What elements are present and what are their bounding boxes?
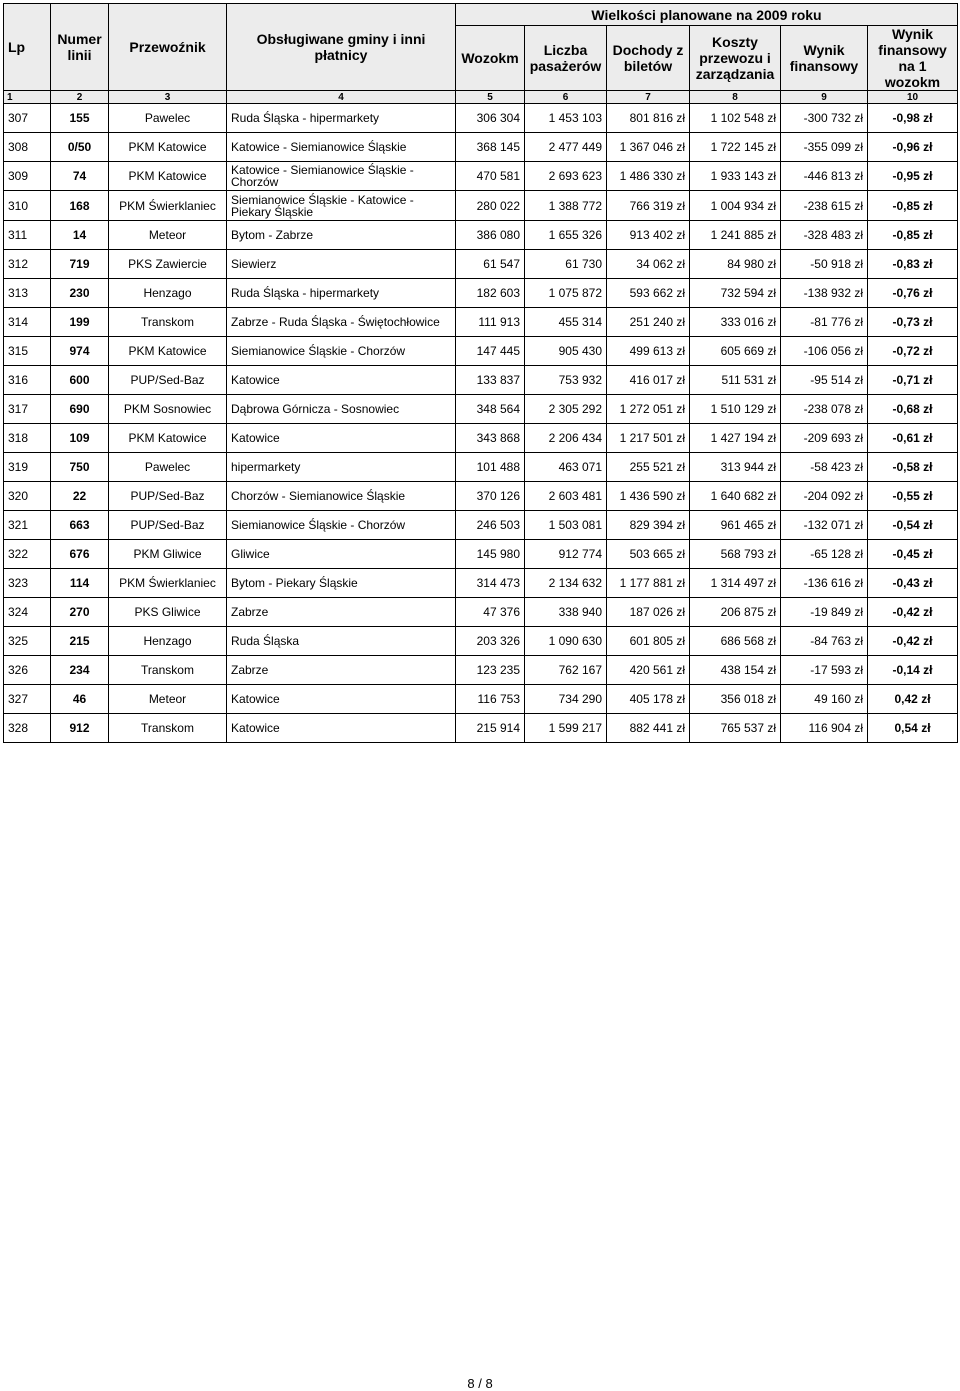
row-line-number: 0/50 bbox=[51, 133, 109, 162]
row-result: -446 813 zł bbox=[781, 162, 868, 191]
row-lp: 321 bbox=[4, 511, 51, 540]
row-income: 416 017 zł bbox=[607, 366, 690, 395]
row-line-number: 270 bbox=[51, 598, 109, 627]
row-wozokm: 215 914 bbox=[456, 714, 525, 743]
row-wozokm: 470 581 bbox=[456, 162, 525, 191]
row-result: -81 776 zł bbox=[781, 308, 868, 337]
row-passengers: 1 453 103 bbox=[525, 104, 607, 133]
row-carrier: PUP/Sed-Baz bbox=[109, 366, 227, 395]
row-passengers: 753 932 bbox=[525, 366, 607, 395]
row-carrier: PUP/Sed-Baz bbox=[109, 511, 227, 540]
row-income: 1 272 051 zł bbox=[607, 395, 690, 424]
row-lp: 310 bbox=[4, 191, 51, 221]
row-result: -204 092 zł bbox=[781, 482, 868, 511]
row-wozokm: 386 080 bbox=[456, 221, 525, 250]
header-result-per-km: Wynik finansowy na 1 wozokm bbox=[868, 26, 958, 91]
row-lp: 320 bbox=[4, 482, 51, 511]
row-passengers: 1 075 872 bbox=[525, 279, 607, 308]
row-result: -300 732 zł bbox=[781, 104, 868, 133]
row-wozokm: 116 753 bbox=[456, 685, 525, 714]
row-lp: 326 bbox=[4, 656, 51, 685]
column-number: 8 bbox=[690, 91, 781, 104]
row-municipalities: Dąbrowa Górnicza - Sosnowiec bbox=[227, 395, 456, 424]
row-result-per-km: -0,96 zł bbox=[868, 133, 958, 162]
header-lp: Lp bbox=[4, 4, 51, 91]
row-wozokm: 61 547 bbox=[456, 250, 525, 279]
row-passengers: 912 774 bbox=[525, 540, 607, 569]
row-lp: 324 bbox=[4, 598, 51, 627]
row-costs: 765 537 zł bbox=[690, 714, 781, 743]
row-lp: 312 bbox=[4, 250, 51, 279]
row-result-per-km: -0,45 zł bbox=[868, 540, 958, 569]
row-result-per-km: -0,55 zł bbox=[868, 482, 958, 511]
row-income: 593 662 zł bbox=[607, 279, 690, 308]
row-costs: 206 875 zł bbox=[690, 598, 781, 627]
row-carrier: Pawelec bbox=[109, 104, 227, 133]
row-income: 499 613 zł bbox=[607, 337, 690, 366]
row-line-number: 199 bbox=[51, 308, 109, 337]
row-municipalities: Zabrze bbox=[227, 598, 456, 627]
column-number: 5 bbox=[456, 91, 525, 104]
column-number: 10 bbox=[868, 91, 958, 104]
table-row bbox=[4, 366, 958, 395]
table-row bbox=[4, 395, 958, 424]
row-wozokm: 182 603 bbox=[456, 279, 525, 308]
row-result: -238 615 zł bbox=[781, 191, 868, 221]
row-costs: 1 427 194 zł bbox=[690, 424, 781, 453]
row-passengers: 905 430 bbox=[525, 337, 607, 366]
table-row bbox=[4, 424, 958, 453]
row-result-per-km: 0,42 zł bbox=[868, 685, 958, 714]
row-municipalities: Ruda Śląska - hipermarkety bbox=[227, 104, 456, 133]
column-number: 6 bbox=[525, 91, 607, 104]
row-carrier: Pawelec bbox=[109, 453, 227, 482]
row-income: 420 561 zł bbox=[607, 656, 690, 685]
row-costs: 1 933 143 zł bbox=[690, 162, 781, 191]
row-wozokm: 246 503 bbox=[456, 511, 525, 540]
row-passengers: 2 477 449 bbox=[525, 133, 607, 162]
table-body bbox=[4, 104, 958, 743]
row-income: 1 436 590 zł bbox=[607, 482, 690, 511]
row-costs: 686 568 zł bbox=[690, 627, 781, 656]
row-result: -50 918 zł bbox=[781, 250, 868, 279]
row-result-per-km: -0,71 zł bbox=[868, 366, 958, 395]
row-line-number: 215 bbox=[51, 627, 109, 656]
page-separator: / bbox=[478, 1376, 482, 1391]
row-result: -132 071 zł bbox=[781, 511, 868, 540]
row-costs: 732 594 zł bbox=[690, 279, 781, 308]
table-row bbox=[4, 714, 958, 743]
row-result-per-km: -0,61 zł bbox=[868, 424, 958, 453]
table-row bbox=[4, 511, 958, 540]
row-result-per-km: -0,43 zł bbox=[868, 569, 958, 598]
header-income: Dochody z biletów bbox=[607, 26, 690, 91]
row-line-number: 46 bbox=[51, 685, 109, 714]
row-municipalities: Siemianowice Śląskie - Chorzów bbox=[227, 511, 456, 540]
row-result-per-km: -0,76 zł bbox=[868, 279, 958, 308]
row-municipalities: hipermarkety bbox=[227, 453, 456, 482]
row-carrier: Transkom bbox=[109, 714, 227, 743]
row-income: 1 367 046 zł bbox=[607, 133, 690, 162]
row-lp: 319 bbox=[4, 453, 51, 482]
row-carrier: PKM Gliwice bbox=[109, 540, 227, 569]
row-result-per-km: -0,85 zł bbox=[868, 221, 958, 250]
row-result-per-km: -0,73 zł bbox=[868, 308, 958, 337]
row-income: 251 240 zł bbox=[607, 308, 690, 337]
row-result: -136 616 zł bbox=[781, 569, 868, 598]
row-wozokm: 368 145 bbox=[456, 133, 525, 162]
row-income: 1 177 881 zł bbox=[607, 569, 690, 598]
row-costs: 961 465 zł bbox=[690, 511, 781, 540]
table-row bbox=[4, 656, 958, 685]
header-passengers: Liczba pasażerów bbox=[525, 26, 607, 91]
table-row bbox=[4, 569, 958, 598]
row-wozokm: 203 326 bbox=[456, 627, 525, 656]
row-income: 187 026 zł bbox=[607, 598, 690, 627]
row-municipalities: Katowice bbox=[227, 424, 456, 453]
table-row bbox=[4, 133, 958, 162]
row-lp: 323 bbox=[4, 569, 51, 598]
page-total: 8 bbox=[485, 1376, 493, 1391]
row-costs: 313 944 zł bbox=[690, 453, 781, 482]
row-income: 766 319 zł bbox=[607, 191, 690, 221]
row-costs: 438 154 zł bbox=[690, 656, 781, 685]
row-municipalities: Zabrze - Ruda Śląska - Świętochłowice bbox=[227, 308, 456, 337]
row-carrier: Meteor bbox=[109, 685, 227, 714]
row-income: 255 521 zł bbox=[607, 453, 690, 482]
table-row bbox=[4, 337, 958, 366]
row-wozokm: 101 488 bbox=[456, 453, 525, 482]
row-carrier: PUP/Sed-Baz bbox=[109, 482, 227, 511]
row-lp: 322 bbox=[4, 540, 51, 569]
table-row bbox=[4, 162, 958, 191]
row-municipalities: Siewierz bbox=[227, 250, 456, 279]
header-municipalities: Obsługiwane gminy i inni płatnicy bbox=[227, 4, 456, 91]
table-row bbox=[4, 453, 958, 482]
row-municipalities: Katowice bbox=[227, 366, 456, 395]
table-row bbox=[4, 540, 958, 569]
row-wozokm: 111 913 bbox=[456, 308, 525, 337]
row-result: 116 904 zł bbox=[781, 714, 868, 743]
row-result-per-km: 0,54 zł bbox=[868, 714, 958, 743]
row-carrier: Henzago bbox=[109, 279, 227, 308]
row-costs: 333 016 zł bbox=[690, 308, 781, 337]
row-line-number: 155 bbox=[51, 104, 109, 133]
row-municipalities: Chorzów - Siemianowice Śląskie bbox=[227, 482, 456, 511]
row-costs: 568 793 zł bbox=[690, 540, 781, 569]
row-line-number: 719 bbox=[51, 250, 109, 279]
row-result-per-km: -0,72 zł bbox=[868, 337, 958, 366]
row-costs: 1 314 497 zł bbox=[690, 569, 781, 598]
row-passengers: 1 599 217 bbox=[525, 714, 607, 743]
row-passengers: 338 940 bbox=[525, 598, 607, 627]
page-current: 8 bbox=[467, 1376, 475, 1391]
header-costs: Koszty przewozu i zarządzania bbox=[690, 26, 781, 91]
lines-financial-table bbox=[3, 3, 958, 743]
table-row bbox=[4, 308, 958, 337]
row-passengers: 1 503 081 bbox=[525, 511, 607, 540]
header-result: Wynik finansowy bbox=[781, 26, 868, 91]
row-line-number: 974 bbox=[51, 337, 109, 366]
row-carrier: PKS Gliwice bbox=[109, 598, 227, 627]
row-carrier: PKS Zawiercie bbox=[109, 250, 227, 279]
row-result: -328 483 zł bbox=[781, 221, 868, 250]
row-result: -19 849 zł bbox=[781, 598, 868, 627]
column-number: 3 bbox=[109, 91, 227, 104]
row-income: 801 816 zł bbox=[607, 104, 690, 133]
row-lp: 311 bbox=[4, 221, 51, 250]
row-result: -106 056 zł bbox=[781, 337, 868, 366]
row-lp: 317 bbox=[4, 395, 51, 424]
row-result: -84 763 zł bbox=[781, 627, 868, 656]
row-income: 1 217 501 zł bbox=[607, 424, 690, 453]
row-result: -355 099 zł bbox=[781, 133, 868, 162]
row-result-per-km: -0,42 zł bbox=[868, 598, 958, 627]
row-wozokm: 348 564 bbox=[456, 395, 525, 424]
row-line-number: 74 bbox=[51, 162, 109, 191]
row-lp: 316 bbox=[4, 366, 51, 395]
row-passengers: 2 305 292 bbox=[525, 395, 607, 424]
header-line-number: Numer linii bbox=[51, 4, 109, 91]
row-line-number: 22 bbox=[51, 482, 109, 511]
row-lp: 315 bbox=[4, 337, 51, 366]
table-header bbox=[4, 4, 958, 104]
row-costs: 1 241 885 zł bbox=[690, 221, 781, 250]
row-municipalities: Katowice - Siemianowice Śląskie - Chorzów bbox=[227, 162, 456, 191]
row-income: 913 402 zł bbox=[607, 221, 690, 250]
row-municipalities: Bytom - Piekary Śląskie bbox=[227, 569, 456, 598]
row-municipalities: Katowice bbox=[227, 685, 456, 714]
row-income: 503 665 zł bbox=[607, 540, 690, 569]
row-wozokm: 370 126 bbox=[456, 482, 525, 511]
column-number: 9 bbox=[781, 91, 868, 104]
row-costs: 1 004 934 zł bbox=[690, 191, 781, 221]
row-result: -95 514 zł bbox=[781, 366, 868, 395]
row-result: -209 693 zł bbox=[781, 424, 868, 453]
row-line-number: 230 bbox=[51, 279, 109, 308]
row-passengers: 762 167 bbox=[525, 656, 607, 685]
row-lp: 307 bbox=[4, 104, 51, 133]
row-carrier: PKM Katowice bbox=[109, 337, 227, 366]
row-passengers: 734 290 bbox=[525, 685, 607, 714]
row-line-number: 168 bbox=[51, 191, 109, 221]
table-row bbox=[4, 482, 958, 511]
row-income: 829 394 zł bbox=[607, 511, 690, 540]
row-wozokm: 314 473 bbox=[456, 569, 525, 598]
row-wozokm: 123 235 bbox=[456, 656, 525, 685]
row-lp: 327 bbox=[4, 685, 51, 714]
row-line-number: 912 bbox=[51, 714, 109, 743]
row-result: 49 160 zł bbox=[781, 685, 868, 714]
row-wozokm: 280 022 bbox=[456, 191, 525, 221]
table-row bbox=[4, 627, 958, 656]
row-wozokm: 343 868 bbox=[456, 424, 525, 453]
table-row bbox=[4, 191, 958, 221]
table-row bbox=[4, 685, 958, 714]
row-municipalities: Siemianowice Śląskie - Katowice - Piekary Śląskie bbox=[227, 191, 456, 221]
row-carrier: PKM Świerklaniec bbox=[109, 569, 227, 598]
row-lp: 318 bbox=[4, 424, 51, 453]
row-result-per-km: -0,85 zł bbox=[868, 191, 958, 221]
row-wozokm: 147 445 bbox=[456, 337, 525, 366]
row-carrier: Transkom bbox=[109, 308, 227, 337]
row-municipalities: Zabrze bbox=[227, 656, 456, 685]
row-line-number: 234 bbox=[51, 656, 109, 685]
row-municipalities: Ruda Śląska bbox=[227, 627, 456, 656]
column-number: 2 bbox=[51, 91, 109, 104]
row-result-per-km: -0,95 zł bbox=[868, 162, 958, 191]
row-lp: 308 bbox=[4, 133, 51, 162]
row-result: -58 423 zł bbox=[781, 453, 868, 482]
row-result-per-km: -0,42 zł bbox=[868, 627, 958, 656]
header-group-title: Wielkości planowane na 2009 roku bbox=[456, 4, 958, 26]
row-carrier: Henzago bbox=[109, 627, 227, 656]
row-income: 601 805 zł bbox=[607, 627, 690, 656]
row-income: 405 178 zł bbox=[607, 685, 690, 714]
row-costs: 1 102 548 zł bbox=[690, 104, 781, 133]
row-result-per-km: -0,83 zł bbox=[868, 250, 958, 279]
row-costs: 605 669 zł bbox=[690, 337, 781, 366]
row-income: 34 062 zł bbox=[607, 250, 690, 279]
row-municipalities: Ruda Śląska - hipermarkety bbox=[227, 279, 456, 308]
row-line-number: 14 bbox=[51, 221, 109, 250]
row-costs: 84 980 zł bbox=[690, 250, 781, 279]
row-costs: 1 510 129 zł bbox=[690, 395, 781, 424]
row-result: -65 128 zł bbox=[781, 540, 868, 569]
row-lp: 313 bbox=[4, 279, 51, 308]
row-costs: 1 722 145 zł bbox=[690, 133, 781, 162]
row-result-per-km: -0,68 zł bbox=[868, 395, 958, 424]
row-line-number: 676 bbox=[51, 540, 109, 569]
row-carrier: PKM Katowice bbox=[109, 424, 227, 453]
row-costs: 511 531 zł bbox=[690, 366, 781, 395]
row-lp: 325 bbox=[4, 627, 51, 656]
row-wozokm: 306 304 bbox=[456, 104, 525, 133]
row-passengers: 1 388 772 bbox=[525, 191, 607, 221]
row-wozokm: 133 837 bbox=[456, 366, 525, 395]
table-row bbox=[4, 279, 958, 308]
row-carrier: PKM Katowice bbox=[109, 133, 227, 162]
row-passengers: 2 693 623 bbox=[525, 162, 607, 191]
row-passengers: 463 071 bbox=[525, 453, 607, 482]
row-municipalities: Bytom - Zabrze bbox=[227, 221, 456, 250]
header-wozokm: Wozokm bbox=[456, 26, 525, 91]
row-costs: 1 640 682 zł bbox=[690, 482, 781, 511]
row-lp: 314 bbox=[4, 308, 51, 337]
row-line-number: 663 bbox=[51, 511, 109, 540]
column-number-row bbox=[4, 91, 958, 104]
row-carrier: Transkom bbox=[109, 656, 227, 685]
row-passengers: 2 603 481 bbox=[525, 482, 607, 511]
row-line-number: 114 bbox=[51, 569, 109, 598]
table-row bbox=[4, 250, 958, 279]
row-costs: 356 018 zł bbox=[690, 685, 781, 714]
row-passengers: 1 090 630 bbox=[525, 627, 607, 656]
row-wozokm: 47 376 bbox=[456, 598, 525, 627]
row-passengers: 1 655 326 bbox=[525, 221, 607, 250]
column-number: 4 bbox=[227, 91, 456, 104]
row-wozokm: 145 980 bbox=[456, 540, 525, 569]
page-number bbox=[0, 1376, 960, 1391]
row-carrier: PKM Katowice bbox=[109, 162, 227, 191]
row-municipalities: Katowice bbox=[227, 714, 456, 743]
row-line-number: 750 bbox=[51, 453, 109, 482]
row-passengers: 455 314 bbox=[525, 308, 607, 337]
row-carrier: Meteor bbox=[109, 221, 227, 250]
row-result-per-km: -0,14 zł bbox=[868, 656, 958, 685]
row-result: -17 593 zł bbox=[781, 656, 868, 685]
row-result-per-km: -0,58 zł bbox=[868, 453, 958, 482]
row-line-number: 600 bbox=[51, 366, 109, 395]
row-lp: 328 bbox=[4, 714, 51, 743]
column-number: 1 bbox=[4, 91, 51, 104]
row-passengers: 2 206 434 bbox=[525, 424, 607, 453]
row-income: 882 441 zł bbox=[607, 714, 690, 743]
row-carrier: PKM Sosnowiec bbox=[109, 395, 227, 424]
row-passengers: 2 134 632 bbox=[525, 569, 607, 598]
row-line-number: 690 bbox=[51, 395, 109, 424]
row-result: -138 932 zł bbox=[781, 279, 868, 308]
header-carrier: Przewoźnik bbox=[109, 4, 227, 91]
row-line-number: 109 bbox=[51, 424, 109, 453]
row-municipalities: Gliwice bbox=[227, 540, 456, 569]
row-lp: 309 bbox=[4, 162, 51, 191]
table-row bbox=[4, 598, 958, 627]
row-carrier: PKM Świerklaniec bbox=[109, 191, 227, 221]
row-income: 1 486 330 zł bbox=[607, 162, 690, 191]
table-row bbox=[4, 221, 958, 250]
row-result-per-km: -0,98 zł bbox=[868, 104, 958, 133]
row-municipalities: Siemianowice Śląskie - Chorzów bbox=[227, 337, 456, 366]
table-row bbox=[4, 104, 958, 133]
row-result-per-km: -0,54 zł bbox=[868, 511, 958, 540]
row-passengers: 61 730 bbox=[525, 250, 607, 279]
column-number: 7 bbox=[607, 91, 690, 104]
row-result: -238 078 zł bbox=[781, 395, 868, 424]
row-municipalities: Katowice - Siemianowice Śląskie bbox=[227, 133, 456, 162]
